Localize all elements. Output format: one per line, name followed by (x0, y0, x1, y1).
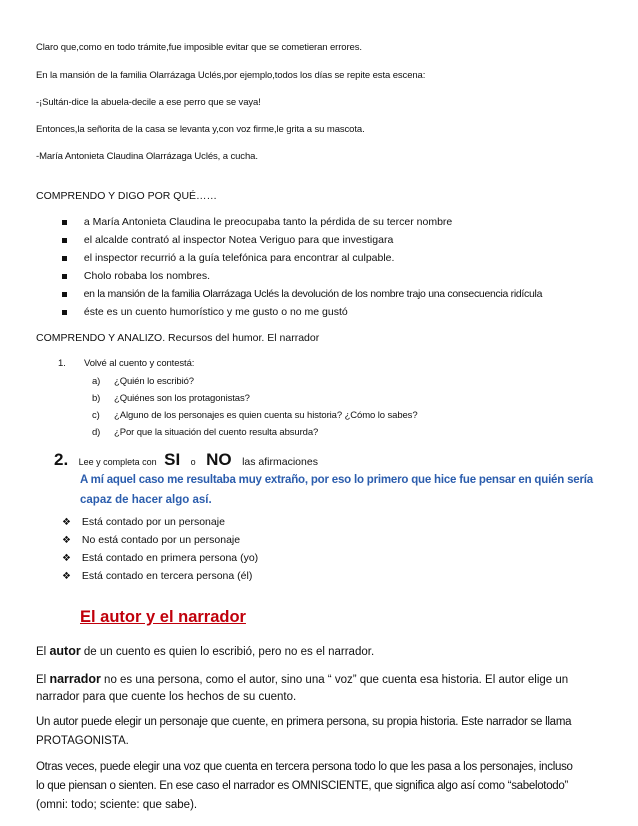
section2-title: COMPRENDO Y ANALIZO. Recursos del humor. El narrador (36, 332, 320, 344)
square-bullet-icon (62, 256, 67, 261)
quote-line-1: A mí aquel caso me resultaba muy extraño, por eso lo primero que hice fue pensar en quién sería (80, 474, 593, 486)
paragraph-narrador-line-1: El narrador no es una persona, como el autor, sino una “ voz” que cuenta esa historia. El autor elige un (36, 672, 569, 686)
diamond-bullet-icon: ❖ (62, 553, 71, 564)
sub-letter-a: a) (92, 376, 101, 387)
list-item: en la mansión de la familia Olarrázaga Uclés la devolución de los nombre trajo una consecuencia ridícula (62, 288, 542, 300)
list-item: ❖ Está contado por un personaje (62, 516, 225, 528)
square-bullet-icon (62, 238, 67, 243)
sub-letter-d: d) (92, 427, 101, 438)
square-bullet-icon (62, 292, 67, 297)
paragraph-narrador-line-2: narrador para que cuente los hechos de su cuento. (36, 691, 297, 703)
paragraph-omnisciente-line-1: Otras veces, puede elegir una voz que cuenta en tercera persona todo lo que les pasa a los personajes, incluso (36, 761, 573, 773)
sub-question-b: ¿Quiénes son los protagonistas? (114, 393, 250, 404)
intro-line-1: Claro que,como en todo trámite,fue imposible evitar que se cometieran errores. (36, 42, 362, 53)
intro-line-5: -María Antonieta Claudina Olarrázaga Uclés, a cucha. (36, 151, 258, 162)
list-item: éste es un cuento humorístico y me gusto o no me gustó (62, 306, 348, 318)
sub-question-a: ¿Quién lo escribió? (114, 376, 194, 387)
paragraph-omnisciente-line-3: (omni: todo; sciente: que sabe). (36, 799, 198, 811)
diamond-bullet-icon: ❖ (62, 517, 71, 528)
sub-letter-b: b) (92, 393, 101, 404)
square-bullet-icon (62, 274, 67, 279)
item-1-text: Volvé al cuento y contestá: (84, 358, 195, 369)
diamond-bullet-icon: ❖ (62, 535, 71, 546)
section1-title: COMPRENDO Y DIGO POR QUÉ…… (36, 190, 218, 202)
section3-title: El autor y el narrador (80, 608, 246, 626)
list-item: el inspector recurrió a la guía telefónica para encontrar al culpable. (62, 252, 394, 264)
list-item: Cholo robaba los nombres. (62, 270, 210, 282)
paragraph-protagonista-line-2: PROTAGONISTA. (36, 735, 129, 747)
item-2-line: 2. Lee y completa con SI o NO las afirmaciones (54, 450, 318, 469)
sub-question-c: ¿Alguno de los personajes es quien cuenta su historia? ¿Cómo lo sabes? (114, 410, 418, 421)
list-item: el alcalde contrató al inspector Notea Veriguo para que investigara (62, 234, 393, 246)
intro-line-2: En la mansión de la familia Olarrázaga Uclés,por ejemplo,todos los días se repite esta escena: (36, 70, 426, 81)
sub-letter-c: c) (92, 410, 100, 421)
paragraph-omnisciente-line-2: lo que piensan o sienten. En ese caso el narrador es OMNISCIENTE, que significa algo así como “sabelotodo” (36, 780, 569, 792)
square-bullet-icon (62, 310, 67, 315)
list-item: ❖ Está contado en tercera persona (él) (62, 570, 253, 582)
intro-line-4: Entonces,la señorita de la casa se levanta y,con voz firme,le grita a su mascota. (36, 124, 365, 135)
list-item: ❖ Está contado en primera persona (yo) (62, 552, 259, 564)
quote-line-2: capaz de hacer algo así. (80, 494, 212, 506)
sub-question-d: ¿Por que la situación del cuento resulta absurda? (114, 427, 319, 438)
paragraph-protagonista-line-1: Un autor puede elegir un personaje que cuente, en primera persona, su propia historia. Este narrador se llama (36, 716, 572, 728)
list-item: a María Antonieta Claudina le preocupaba tanto la pérdida de su tercer nombre (62, 216, 452, 228)
item-1-number: 1. (58, 358, 66, 369)
paragraph-autor: El autor de un cuento es quien lo escribió, pero no es el narrador. (36, 644, 375, 658)
intro-line-3: -¡Sultán-dice la abuela-decile a ese perro que se vaya! (36, 97, 261, 108)
list-item: ❖ No está contado por un personaje (62, 534, 241, 546)
diamond-bullet-icon: ❖ (62, 571, 71, 582)
square-bullet-icon (62, 220, 67, 225)
